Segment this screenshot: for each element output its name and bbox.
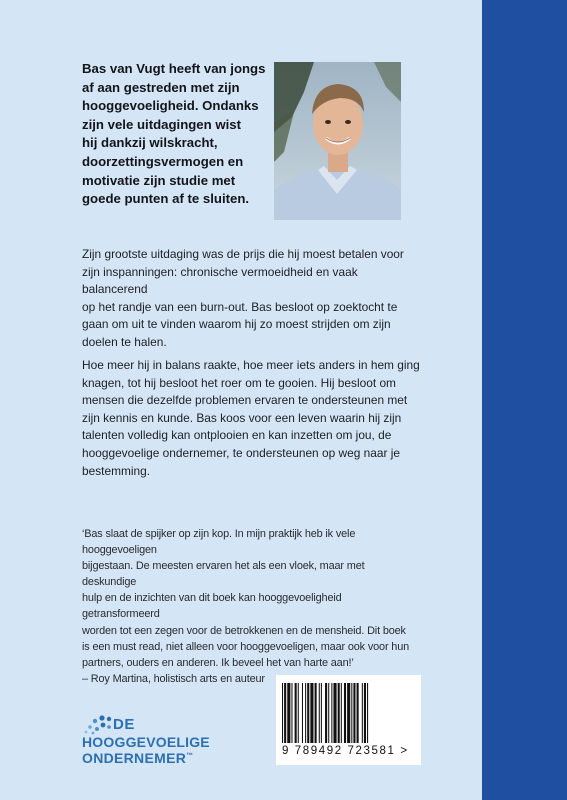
logo-word-de: DE xyxy=(113,716,135,733)
barcode-bar xyxy=(351,683,352,743)
barcode-bar xyxy=(333,683,336,743)
barcode-bar xyxy=(307,683,309,743)
quote-line: is een must read, niet alleen voor hooggevoeligen, maar ook voor hun xyxy=(82,640,410,653)
logo-ondernemer-text: ONDERNEMER xyxy=(82,750,187,766)
barcode-bar xyxy=(331,683,332,743)
barcode-bar xyxy=(367,683,368,743)
paragraph-line: hooggevoelige ondernemer, te ondersteunen op weg naar je xyxy=(82,445,400,460)
book-spine-strip xyxy=(482,0,567,800)
paragraph-line: mensen die dezelfde problemen ervaren te ondersteunen met xyxy=(82,393,408,408)
barcode-bar xyxy=(284,683,286,743)
author-photo xyxy=(274,62,401,220)
paragraph-line: doelen te halen. xyxy=(82,334,167,349)
logo-word-hooggevoelige: HOOGGEVOELIGE xyxy=(82,734,210,750)
barcode-bar xyxy=(319,683,320,743)
barcode-bar xyxy=(287,683,290,743)
paragraph-challenge xyxy=(82,246,422,352)
bio-line: goede punten af te sluiten. xyxy=(82,191,250,207)
barcode-bar xyxy=(338,683,340,743)
isbn-number: 9 789492 723581 > xyxy=(282,745,409,757)
bio-line: motivatie zijn studie met xyxy=(82,172,236,188)
paragraph-mission xyxy=(82,357,422,480)
bio-line: zijn vele uitdagingen wist xyxy=(82,116,242,132)
barcode-bar xyxy=(364,683,366,743)
barcode-bar xyxy=(353,683,355,743)
barcode-bar xyxy=(298,683,299,743)
logo-trademark: ™ xyxy=(186,752,194,760)
barcode-label xyxy=(276,675,421,765)
barcode-bar xyxy=(344,683,346,743)
barcode-bar xyxy=(295,683,297,743)
endorsement-quote xyxy=(82,526,412,687)
bio-line: hooggevoeligheid. Ondanks xyxy=(82,98,259,114)
barcode-bar xyxy=(347,683,350,743)
barcode-bar xyxy=(325,683,327,743)
quote-line: ‘Bas slaat de spijker op zijn kop. In mijn praktijk heb ik vele hooggevoeligen xyxy=(82,528,356,557)
author-bio xyxy=(82,60,272,209)
quote-line: hulp en de inzichten van dit boek kan hooggevoeligheid getransformeerd xyxy=(82,592,342,621)
author-portrait-icon xyxy=(274,62,401,220)
quote-attribution: – Roy Martina, holistisch arts en auteur xyxy=(82,672,265,685)
paragraph-line: zijn inspanningen: chronische vermoeidheid en vaak balancerend xyxy=(82,264,358,297)
barcode-bar xyxy=(321,683,322,743)
quote-line: bijgestaan. De meesten ervaren het als een vloek, maar met deskundige xyxy=(82,560,365,589)
paragraph-line: talenten volledig kan ontplooien en kan inzetten om jou, de xyxy=(82,428,392,443)
barcode-bar xyxy=(357,683,359,743)
barcode-bar xyxy=(315,683,317,743)
bio-line: Bas van Vugt heeft van jongs xyxy=(82,61,266,76)
paragraph-line: Zijn grootste uitdaging was de prijs die hij moest betalen voor xyxy=(82,247,404,261)
paragraph-line: Hoe meer hij in balans raakte, hoe meer iets anders in hem ging xyxy=(82,358,420,372)
barcode-bar xyxy=(291,683,292,743)
barcode-bar xyxy=(305,683,306,743)
bio-line: doorzettingsvermogen en xyxy=(82,153,244,169)
logo-word-ondernemer xyxy=(82,750,193,766)
barcode-bar xyxy=(310,683,313,743)
paragraph-line: zijn kennis en kunde. Bas koos voor een leven waarin hij zijn xyxy=(82,410,402,425)
barcode-bar xyxy=(302,683,303,743)
barcode-bar xyxy=(328,683,329,743)
barcode-bar xyxy=(282,683,283,743)
barcode-icon xyxy=(282,683,416,743)
publisher-logo xyxy=(82,714,242,768)
barcode-bar xyxy=(362,683,363,743)
bio-line: hij dankzij wilskracht, xyxy=(82,135,218,151)
paragraph-line: knagen, tot hij besloot het roer om te gooien. Hij besloot om xyxy=(82,375,396,390)
quote-line: partners, ouders en anderen. Ik beveel het van harte aan!’ xyxy=(82,656,354,669)
barcode-bar xyxy=(341,683,342,743)
bio-line: af aan gestreden met zijn xyxy=(82,79,240,95)
paragraph-line: op het randje van een burn-out. Bas besloot op zoektocht te xyxy=(82,299,398,314)
paragraph-line: bestemming. xyxy=(82,463,151,478)
paragraph-line: gaan om uit te vinden waarom hij zo moest strijden om zijn xyxy=(82,317,391,332)
quote-line: worden tot een zegen voor de betrokkenen en de mensheid. Dit boek xyxy=(82,624,406,637)
